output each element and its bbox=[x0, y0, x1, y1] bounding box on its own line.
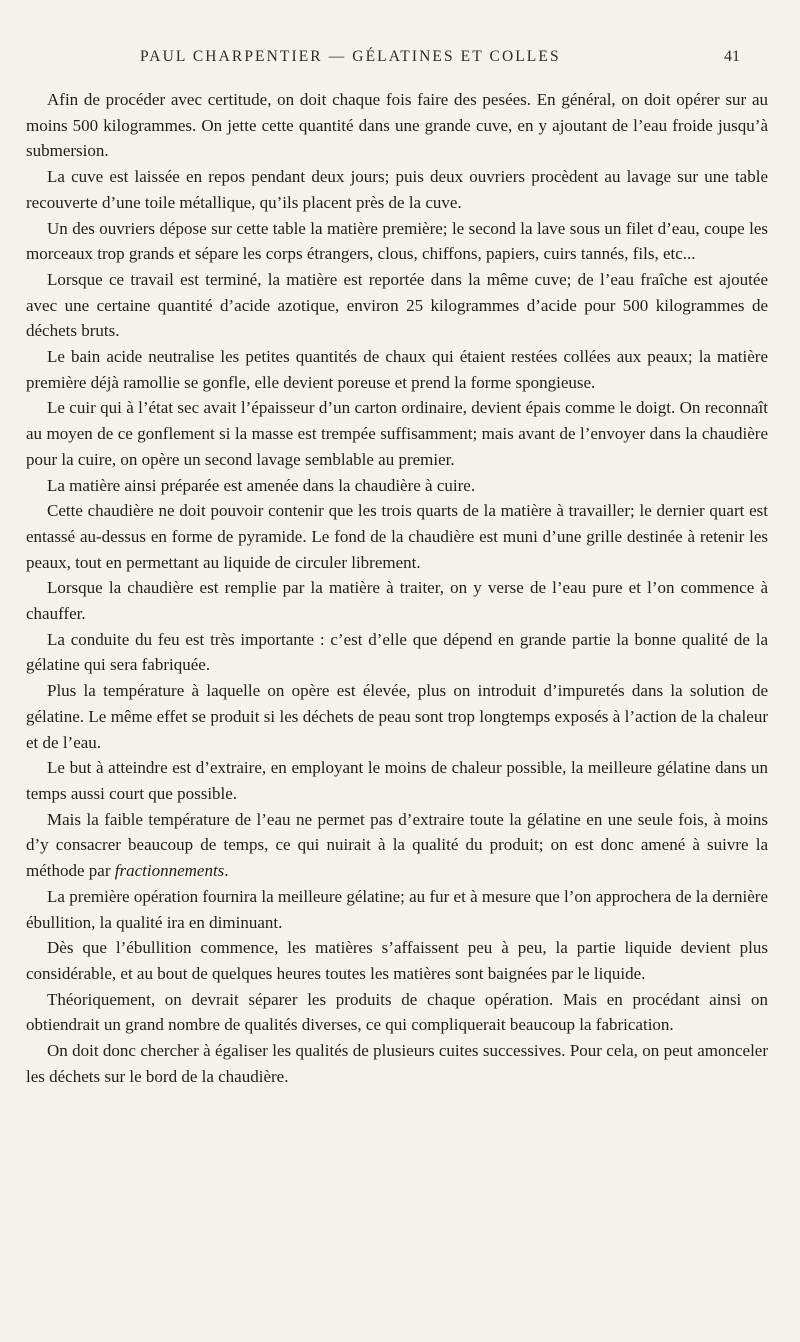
paragraph: Afin de procéder avec certitude, on doit chaque fois faire des pesées. En général, on doit opérer sur au moins 500 kilogrammes. On jette cette quantité dans une grande cuve, en y ajoutant de l’eau froide jusqu’à submersion. bbox=[26, 90, 768, 161]
running-head: PAUL CHARPENTIER — GÉLATINES ET COLLES bbox=[140, 48, 561, 65]
paragraph: Théoriquement, on devrait séparer les produits de chaque opération. Mais en procédant ainsi on obtiendrait un grand nombre de qualités diverses, ce qui compliquerait beaucoup la fabrication. bbox=[26, 989, 768, 1035]
italic-term: fractionnements bbox=[114, 861, 225, 881]
paragraph: Le bain acide neutralise les petites quantités de chaux qui étaient restées collées aux peaux; la matière première déjà ramollie se gonfle, elle devient poreuse et prend la forme spongieuse. bbox=[26, 347, 768, 392]
paragraph: Un des ouvriers dépose sur cette table la matière première; le second la lave sous un filet d’eau, coupe les morceaux trop grands et sépare les corps étrangers, clous, chiffons, papiers, cuirs tannés, fils, etc... bbox=[26, 218, 768, 264]
paragraph: Cette chaudière ne doit pouvoir contenir que les trois quarts de la matière à travailler; le dernier quart est entassé au-dessus en forme de pyramide. Le fond de la chaudière est muni d’une grille destinée à retenir les peaux, tout en permettant au liquide de circuler librement. bbox=[26, 501, 768, 572]
page-header bbox=[140, 48, 740, 70]
paragraph-text: . bbox=[224, 861, 229, 881]
paragraph: La matière ainsi préparée est amenée dans la chaudière à cuire. bbox=[47, 475, 476, 495]
paragraph: Lorsque ce travail est terminé, la matière est reportée dans la même cuve; de l’eau fraîche est ajoutée avec une certaine quantité d’acide azotique, environ 25 kilogrammes d’acide pour 500 kilogrammes de déchets bruts. bbox=[26, 269, 768, 341]
paragraph-text: Mais la faible température de l’eau ne permet pas d’extraire toute la gélatine en une seule fois, à moins d’y consacrer beaucoup de temps, ce qui nuirait à la qualité du produit; on est donc amené à suivre la méthode par bbox=[26, 809, 768, 881]
paragraph: Le but à atteindre est d’extraire, en employant le moins de chaleur possible, la meilleure gélatine dans un temps aussi court que possible. bbox=[26, 758, 768, 803]
body-text bbox=[26, 87, 768, 1089]
page-number: 41 bbox=[724, 48, 740, 65]
paragraph: La première opération fournira la meilleure gélatine; au fur et à mesure que l’on approchera de la dernière ébullition, la qualité ira en diminuant. bbox=[26, 886, 768, 932]
paragraph: Le cuir qui à l’état sec avait l’épaisseur d’un carton ordinaire, devient épais comme le doigt. On reconnaît au moyen de ce gonflement si la masse est trempée suffisamment; mais avant de l’envoyer dans la chaudière pour la cuire, on opère un second lavage semblable au premier. bbox=[26, 398, 768, 469]
paragraph: La conduite du feu est très importante : c’est d’elle que dépend en grande partie la bonne qualité de la gélatine qui sera fabriquée. bbox=[26, 629, 768, 675]
paragraph: La cuve est laissée en repos pendant deux jours; puis deux ouvriers procèdent au lavage sur une table recouverte d’une toile métallique, qu’ils placent près de la cuve. bbox=[26, 167, 768, 212]
paragraph: On doit donc chercher à égaliser les qualités de plusieurs cuites successives. Pour cela, on peut amonceler les déchets sur le bord de la chaudière. bbox=[26, 1041, 768, 1086]
paragraph: Lorsque la chaudière est remplie par la matière à traiter, on y verse de l’eau pure et l’on commence à chauffer. bbox=[26, 578, 768, 624]
paragraph: Plus la température à laquelle on opère est élevée, plus on introduit d’impuretés dans la solution de gélatine. Le même effet se produit si les déchets de peau sont trop longtemps exposés à l’action de la chaleur et de l’eau. bbox=[26, 681, 768, 752]
paragraph: Dès que l’ébullition commence, les matières s’affaissent peu à peu, la partie liquide devient plus considérable, et au bout de quelques heures toutes les matières sont baignées par le liquide. bbox=[26, 938, 768, 983]
paragraph-fractionnements bbox=[26, 807, 768, 884]
